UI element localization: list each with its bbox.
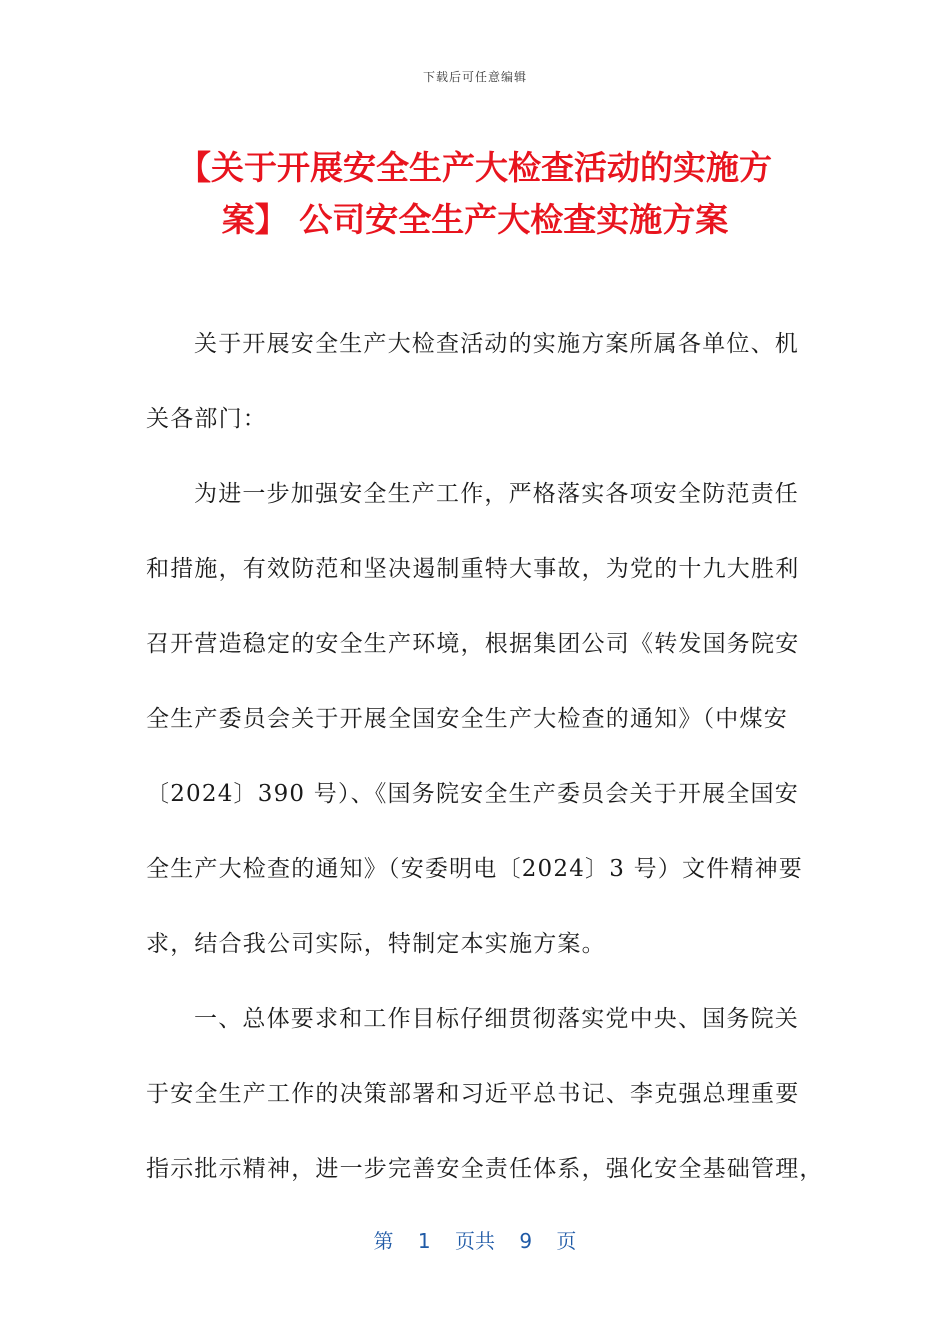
paragraph-line: 关于开展安全生产大检查活动的实施方案所属各单位、机 — [194, 331, 799, 357]
paragraph-line: 求，结合我公司实际，特制定本实施方案。 — [146, 931, 606, 957]
paragraph-line: 一、总体要求和工作目标仔细贯彻落实党中央、国务院关 — [194, 1006, 799, 1032]
paragraph-line: 为进一步加强安全生产工作，严格落实各项安全防范责任 — [194, 481, 799, 507]
paragraph-line: 〔2024〕390 号）、《国务院安全生产委员会关于开展全国安 — [146, 781, 799, 807]
paragraph-line: 全生产大检查的通知》（安委明电〔2024〕3 号）文件精神要 — [146, 856, 803, 882]
paragraph-line: 指示批示精神，进一步完善安全责任体系，强化安全基础管理， — [146, 1156, 824, 1182]
paragraph-line: 于安全生产工作的决策部署和习近平总书记、李克强总理重要 — [146, 1081, 800, 1107]
title-line-2: 案】 公司安全生产大检查实施方案 — [221, 200, 729, 239]
document-title — [100, 142, 850, 246]
paragraph-line: 召开营造稳定的安全生产环境，根据集团公司《转发国务院安 — [146, 631, 800, 657]
title-line-1: 【关于开展安全生产大检查活动的实施方 — [178, 148, 772, 187]
paragraph-line: 关各部门： — [146, 406, 267, 432]
document-body — [146, 320, 824, 1220]
paragraph-line: 和措施，有效防范和坚决遏制重特大事故，为党的十九大胜利 — [146, 556, 800, 582]
header-note: 下载后可任意编辑 — [422, 70, 527, 84]
page-number-footer: 第 1 页共 9 页 — [373, 1229, 577, 1253]
paragraph-line: 全生产委员会关于开展全国安全生产大检查的通知》（中煤安 — [146, 706, 788, 732]
